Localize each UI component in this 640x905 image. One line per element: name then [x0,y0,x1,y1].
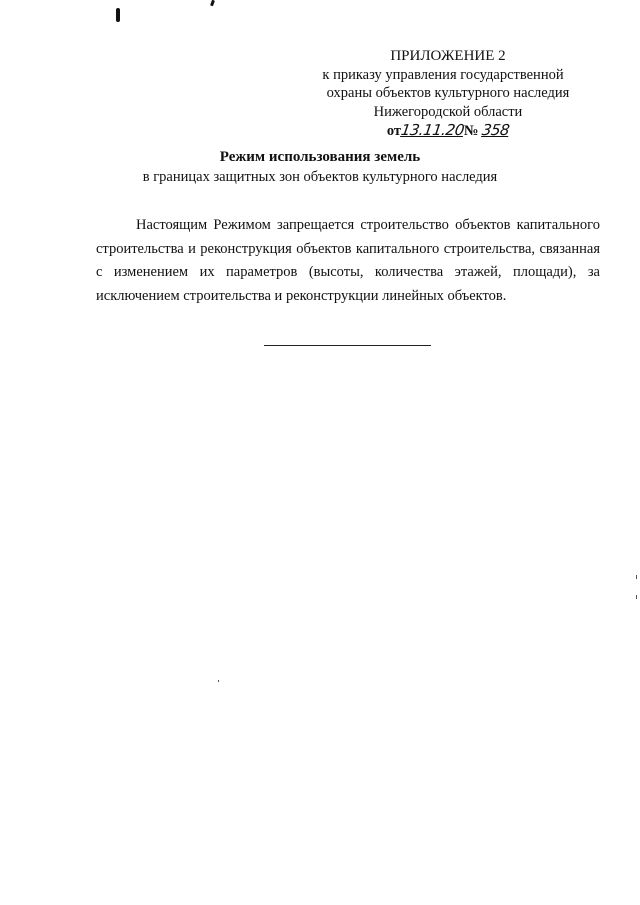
scan-mark [210,0,215,6]
scan-speck [636,575,637,579]
annex-order-line: к приказу управления государственной [322,66,564,83]
handwritten-number: 358 [480,121,511,139]
annex-authority-line: охраны объектов культурного наследия [326,85,570,101]
document-title: Режим использования земель [219,149,421,165]
document-subtitle: в границах защитных зон объектов культурного наследия [142,169,498,185]
scan-mark [116,8,120,22]
regime-paragraph: Настоящим Режимом запрещается строительство объектов капитального строительства и реконструкция объектов капитального строительства, связанная с изменением их параметров (высоты, количества этажей, площади), за исключением строительства и реконструкции линейных объектов. [96,217,600,304]
annex-header [298,47,598,141]
handwritten-date: 13.11.20 [399,121,466,139]
scan-speck [218,680,219,682]
annex-title: ПРИЛОЖЕНИЕ 2 [390,48,506,64]
annex-region-line: Нижегородской области [373,103,523,120]
annex-date-line [298,121,598,141]
number-sign: № [463,123,479,139]
closing-rule [264,345,431,346]
scan-speck [636,595,637,599]
date-prefix: от [386,123,402,139]
